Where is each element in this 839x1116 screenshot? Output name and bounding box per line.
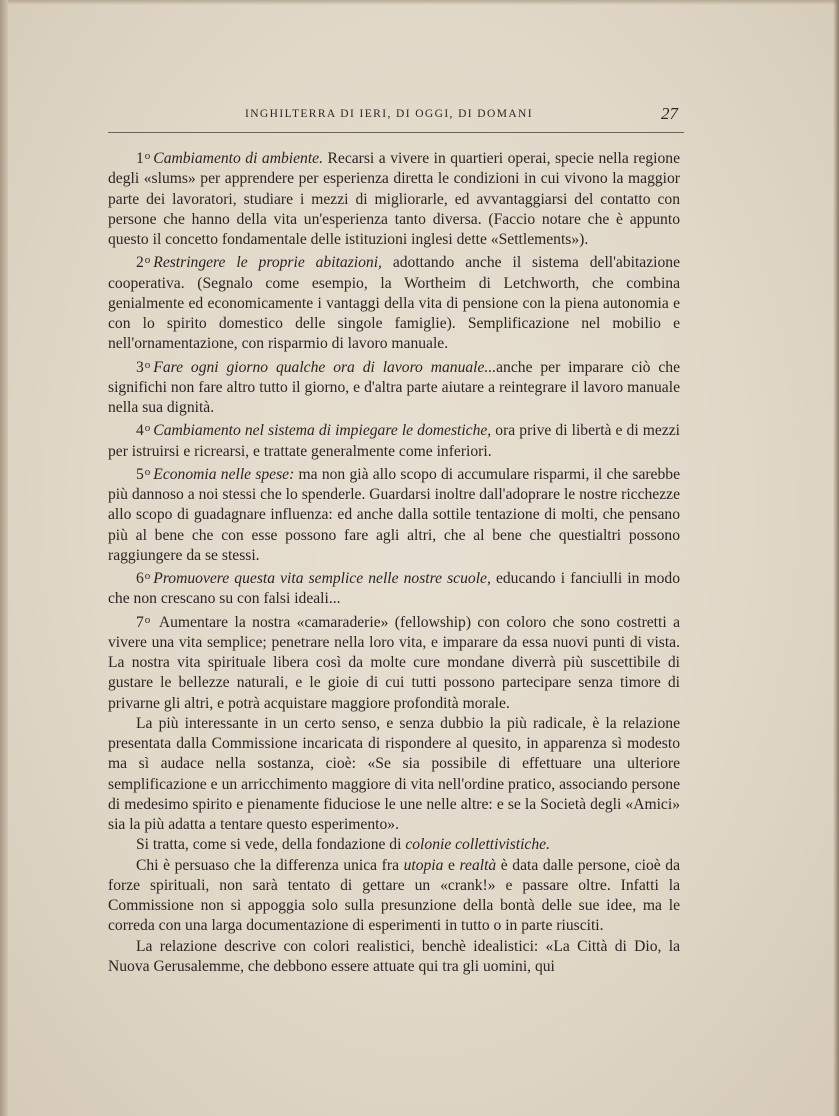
paragraph-2 [108, 250, 680, 354]
item-text: ora prive di libertà e di mezzi per istruirsi e ricrearsi, e trattate generalmente come inferiori. [108, 422, 680, 460]
item-text: Aumentare la nostra «camaraderie» (fellowship) con coloro che sono costretti a vivere una vita semplice; penetrare nella loro vita, e imparare da essa nuovi punti di vista. La nostra vita spirituale libera così da molte cure mondane diverrà più suscettibile di gustare le bellezze naturali, e le gioie di cui tutti possono partecipare senza timore di privarne gli altri, e potrà acquistare maggiore profondità morale. [108, 613, 680, 712]
item-number: 6 [136, 570, 144, 587]
emphasis-text: utopia [403, 856, 444, 874]
ordinal-mark: o [144, 150, 151, 162]
paragraph-text: Si tratta, come si vede, della fondazione di [136, 836, 406, 854]
paragraph-6 [108, 566, 680, 610]
item-number: 1 [136, 150, 144, 167]
paragraph-4 [108, 418, 680, 462]
item-text: adottando anche il sistema dell'abitazione cooperativa. (Segnalo come esempio, la Wortheim di Letchworth, che combina genialmente ed economicamente i vantaggi della vita di pensione con la piena autonomia e con lo spirito domestico delle singole famiglie). Semplificazione nel mobilio e nell'ornamentazione, con risparmio di lavoro manuale. [108, 254, 680, 353]
paragraph-text: è data dalle persone, cioè da forze spirituali, non sarà tentato di gettare un «crank!» e passare oltre. Infatti la Commissione non si appoggia solo sulla presunzione della bontà delle sue idee, ma le correda con una larga documentazione di esperimenti in tutto o in parte riusciti. [108, 856, 680, 935]
paragraph-text: La più interessante in un certo senso, e senza dubbio la più radicale, è la relazione presentata dalla Commissione incaricata di rispondere al quesito, in apparenza sì modesto ma sì audace nella sostanza, cioè: «Se sia possibile di effettuare una ulteriore semplificazione e un arricchimento maggiore di vita nell'ordine pratico, associando persone di medesimo spirito e pienamente fiduciose le une nelle altre: e se la Società degli «Amici» sia la più adatta a tentare questo esperimento». [108, 714, 680, 833]
header-title: INGHILTERRA DI IERI, DI OGGI, DI DOMANI [245, 108, 533, 120]
paragraph-3 [108, 355, 680, 419]
emphasis-text: colonie collettivistiche. [405, 836, 550, 854]
paragraph-9 [108, 835, 680, 855]
item-number: 5 [136, 465, 144, 483]
emphasis-text: realtà [459, 856, 497, 874]
paragraph-5 [108, 462, 680, 566]
paragraph-1 [108, 146, 680, 250]
item-number: 2 [136, 254, 144, 272]
paragraph-10 [108, 856, 680, 937]
paragraph-text: Chi è persuaso che la differenza unica fra [136, 856, 404, 874]
page-right-edge [833, 0, 839, 1116]
item-heading: Fare ogni giorno qualche ora di lavoro manuale... [153, 358, 497, 376]
page-number: 27 [661, 104, 678, 123]
item-number: 7 [136, 613, 144, 631]
item-text: educando i fanciulli in modo che non crescano su con falsi ideali... [108, 570, 680, 608]
item-heading: Promuovere questa vita semplice nelle nostre scuole, [153, 570, 491, 587]
ordinal-mark: o [144, 254, 151, 267]
page-top-edge [0, 0, 839, 5]
item-heading: Cambiamento di ambiente. [153, 150, 323, 167]
item-number: 3 [136, 358, 144, 376]
page-left-edge [0, 0, 8, 1116]
ordinal-mark: o [144, 613, 151, 626]
ordinal-mark: o [144, 422, 151, 435]
item-text: ma non già allo scopo di accumulare risparmi, il che sarebbe più dannoso a noi stessi che lo spenderle. Guardarsi inoltre dall'adoprare le nostre ricchezze allo scopo di guadagnare influenza: ed anche dalla sottile tentazione di molti, che pensano più al bene che con esse possono fare agli altri, che al bene che questialtri possono raggiungere da se stessi. [108, 465, 680, 564]
body-text [108, 146, 680, 977]
item-text: anche per imparare ciò che significhi non fare altro tutto il giorno, e d'altra parte aiutare a reintegrare il lavoro manuale nella sua dignità. [108, 358, 680, 416]
ordinal-mark: o [144, 358, 151, 371]
paragraph-text: La relazione descrive con colori realistici, benchè idealistici: «La Città di Dio, la Nuova Gerusalemme, che debbono essere attuate qui tra gli uomini, qui [108, 937, 680, 975]
paragraph-11 [108, 937, 680, 978]
paragraph-7 [108, 610, 680, 714]
item-number: 4 [136, 422, 144, 440]
ordinal-mark: o [144, 465, 151, 478]
paragraph-8 [108, 714, 680, 836]
ordinal-mark: o [144, 570, 151, 582]
running-header [108, 104, 684, 133]
item-heading: Economia nelle spese: [153, 465, 295, 483]
paragraph-text: e [443, 856, 460, 874]
item-heading: Restringere le proprie abitazioni, [153, 254, 382, 272]
item-text: Recarsi a vivere in quartieri operai, specie nella regione degli «slums» per apprendere per esperienza diretta le condizioni in cui vivono la maggior parte dei lavoratori, studiare i mezzi di migliorarle, ed avvantaggiarsi del contatto con persone che hanno della vita un'esperienza tanto diversa. (Faccio notare che è appunto questo il concetto fondamentale delle istituzioni inglesi dette «Settlements»). [108, 150, 681, 248]
item-heading: Cambiamento nel sistema di impiegare le domestiche, [153, 422, 492, 440]
